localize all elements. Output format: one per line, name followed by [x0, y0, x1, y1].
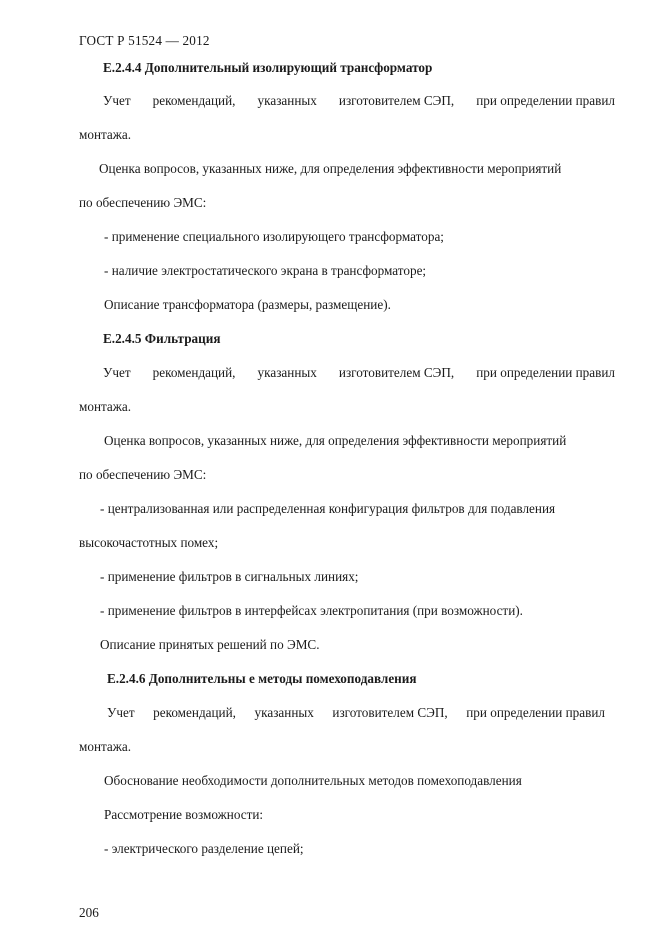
paragraph-first-line: [99, 161, 615, 177]
list-item: - применение специального изолирующего трансформатора;: [104, 229, 444, 244]
section-heading-e245: Е.2.4.5 Фильтрация: [103, 331, 221, 346]
text-word: Учет: [103, 93, 131, 108]
closing-text: Описание трансформатора (размеры, размещение).: [104, 297, 391, 312]
text-word: изготовителем СЭП,: [338, 365, 455, 380]
document-header: ГОСТ Р 51524 — 2012: [79, 33, 210, 48]
text-word: рекомендаций,: [152, 93, 236, 108]
text-word: указанных: [257, 365, 317, 380]
text-line: Оценка вопросов, указанных ниже, для определения эффективности мероприятий: [99, 161, 562, 176]
justification-text: Обоснование необходимости дополнительных методов помехоподавления: [104, 773, 522, 788]
text-word: изготовителем СЭП,: [338, 93, 455, 108]
paragraph-continuation: монтажа.: [79, 127, 132, 142]
text-word: при определении правил: [476, 365, 615, 380]
paragraph-first-line: [103, 365, 615, 381]
section-heading-e244: Е.2.4.4 Дополнительный изолирующий трансформатор: [103, 60, 433, 75]
section-heading-e246: Е.2.4.6 Дополнительны е методы помехоподавления: [107, 671, 417, 686]
text-word: изготовителем СЭП,: [332, 705, 448, 720]
paragraph-continuation: по обеспечению ЭМС:: [79, 467, 207, 482]
consider-text: Рассмотрение возможности:: [104, 807, 264, 822]
text-line: Оценка вопросов, указанных ниже, для определения эффективности мероприятий: [104, 433, 567, 448]
paragraph-first-line: [104, 433, 615, 449]
paragraph-continuation: по обеспечению ЭМС:: [79, 195, 207, 210]
text-word: рекомендаций,: [153, 705, 236, 720]
text-word: указанных: [254, 705, 314, 720]
list-item: - применение фильтров в сигнальных линиях;: [100, 569, 359, 584]
list-item-continuation: высокочастотных помех;: [79, 535, 219, 550]
page-number: 206: [79, 905, 99, 920]
text-word: при определении правил: [476, 93, 615, 108]
text-word: Учет: [103, 365, 131, 380]
list-item: - наличие электростатического экрана в трансформаторе;: [104, 263, 427, 278]
list-item: - электрического разделение цепей;: [104, 841, 304, 856]
text-word: при определении правил: [466, 705, 605, 720]
paragraph-continuation: монтажа.: [79, 399, 132, 414]
closing-text: Описание принятых решений по ЭМС.: [100, 637, 320, 652]
text-word: рекомендаций,: [152, 365, 236, 380]
paragraph-first-line: [103, 93, 615, 109]
list-item: - применение фильтров в интерфейсах электропитания (при возможности).: [100, 603, 523, 618]
list-item: - централизованная или распределенная конфигурация фильтров для подавления: [100, 501, 556, 516]
paragraph-first-line: [107, 705, 605, 721]
text-word: указанных: [257, 93, 317, 108]
text-word: Учет: [107, 705, 135, 720]
paragraph-continuation: монтажа.: [79, 739, 132, 754]
